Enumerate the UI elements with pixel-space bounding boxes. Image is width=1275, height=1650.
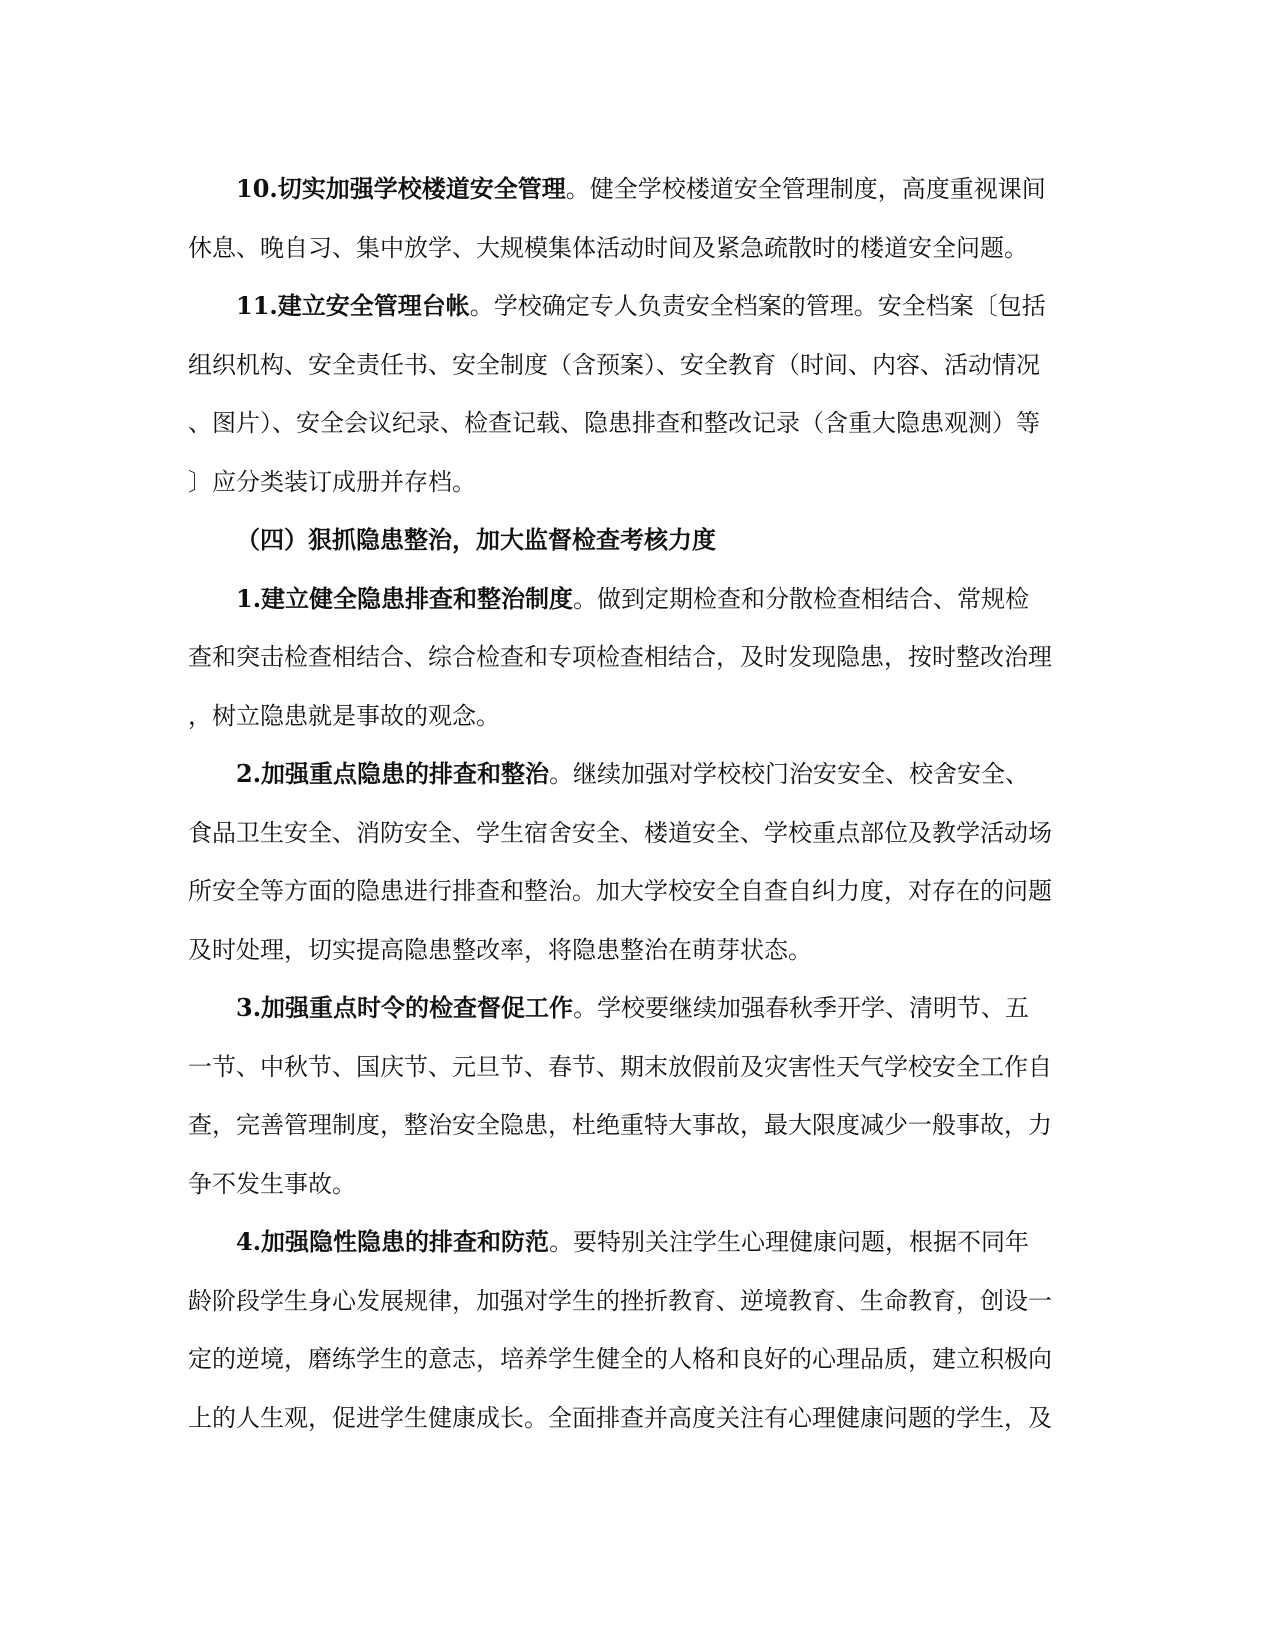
text-line bbox=[188, 1155, 1088, 1214]
body-text: 查，完善管理制度，整治安全隐患，杜绝重特大事故，最大限度减少一般事故，力 bbox=[188, 1111, 1052, 1139]
paragraph bbox=[188, 160, 1088, 277]
body-text: 。做到定期检查和分散检查相结合、常规检 bbox=[573, 584, 1030, 613]
text-line bbox=[188, 1330, 1088, 1389]
heading-text: 4.加强隐性隐患的排查和防范 bbox=[236, 1227, 550, 1256]
text-line bbox=[188, 979, 1088, 1038]
body-text: 。要特别关注学生心理健康问题，根据不同年 bbox=[549, 1228, 1030, 1256]
text-line bbox=[188, 219, 1088, 278]
body-text: 查和突击检查相结合、综合检查和专项检查相结合，及时发现隐患，按时整改治理 bbox=[188, 643, 1052, 671]
body-text: 。健全学校楼道安全管理制度，高度重视课间 bbox=[565, 175, 1046, 203]
paragraph bbox=[188, 570, 1088, 746]
text-line bbox=[188, 511, 1088, 570]
text-line bbox=[188, 804, 1088, 863]
text-line bbox=[188, 745, 1088, 804]
text-line bbox=[188, 453, 1088, 512]
text-line bbox=[188, 862, 1088, 921]
body-text: 组织机构、安全责任书、安全制度（含预案）、安全教育（时间、内容、活动情况 bbox=[188, 350, 1040, 379]
body-text: 上的人生观，促进学生健康成长。全面排查并高度关注有心理健康问题的学生，及 bbox=[188, 1403, 1052, 1432]
text-line bbox=[188, 1213, 1088, 1272]
body-text: 一节、中秋节、国庆节、元旦节、春节、期末放假前及灾害性天气学校安全工作自 bbox=[188, 1052, 1052, 1081]
text-line bbox=[188, 1096, 1088, 1155]
text-line bbox=[188, 687, 1088, 746]
body-text: 定的逆境，磨练学生的意志，培养学生健全的人格和良好的心理品质，建立积极向 bbox=[188, 1345, 1052, 1373]
text-line bbox=[188, 570, 1088, 629]
body-text: 。学校确定专人负责安全档案的管理。安全档案〔包括 bbox=[469, 292, 1046, 320]
heading-text: 2.加强重点隐患的排查和整治 bbox=[236, 759, 550, 788]
text-line bbox=[188, 1038, 1088, 1097]
body-text: 〕应分类装订成册并存档。 bbox=[188, 467, 476, 496]
text-line bbox=[188, 160, 1088, 219]
document-page bbox=[188, 160, 1088, 1447]
text-line bbox=[188, 336, 1088, 395]
heading-text: 1.建立健全隐患排查和整治制度 bbox=[236, 583, 574, 613]
body-text: 。继续加强对学校校门治安安全、校舍安全、 bbox=[549, 760, 1030, 788]
paragraph bbox=[188, 1213, 1088, 1447]
text-line bbox=[188, 1389, 1088, 1448]
text-line bbox=[188, 1272, 1088, 1331]
paragraph bbox=[188, 745, 1088, 979]
text-line bbox=[188, 628, 1088, 687]
body-text: 争不发生事故。 bbox=[188, 1169, 356, 1198]
heading-text: 10.切实加强学校楼道安全管理 bbox=[236, 174, 566, 203]
section-heading bbox=[188, 511, 1088, 570]
heading-text: 3.加强重点时令的检查督促工作 bbox=[236, 993, 574, 1022]
text-line bbox=[188, 921, 1088, 980]
heading-text: 11.建立安全管理台帐 bbox=[236, 291, 470, 320]
text-line bbox=[188, 277, 1088, 336]
body-text: 食品卫生安全、消防安全、学生宿舍安全、楼道安全、学校重点部位及教学活动场 bbox=[188, 818, 1052, 847]
body-text: 休息、晚自习、集中放学、大规模集体活动时间及紧急疏散时的楼道安全问题。 bbox=[188, 233, 1028, 262]
body-text: 所安全等方面的隐患进行排查和整治。加大学校安全自查自纠力度，对存在的问题 bbox=[188, 877, 1052, 905]
body-text: 及时处理，切实提高隐患整改率，将隐患整治在萌芽状态。 bbox=[188, 935, 812, 964]
body-text: ，树立隐患就是事故的观念。 bbox=[188, 701, 500, 730]
body-text: 。学校要继续加强春秋季开学、清明节、五 bbox=[573, 994, 1030, 1022]
paragraph bbox=[188, 979, 1088, 1213]
body-text: 龄阶段学生身心发展规律，加强对学生的挫折教育、逆境教育、生命教育，创设一 bbox=[188, 1286, 1052, 1315]
text-line bbox=[188, 394, 1088, 453]
paragraph bbox=[188, 277, 1088, 511]
heading-text: （四）狠抓隐患整治，加大监督检查考核力度 bbox=[236, 525, 716, 554]
body-text: 、图片）、安全会议纪录、检查记载、隐患排查和整改记录（含重大隐患观测）等 bbox=[188, 409, 1040, 437]
